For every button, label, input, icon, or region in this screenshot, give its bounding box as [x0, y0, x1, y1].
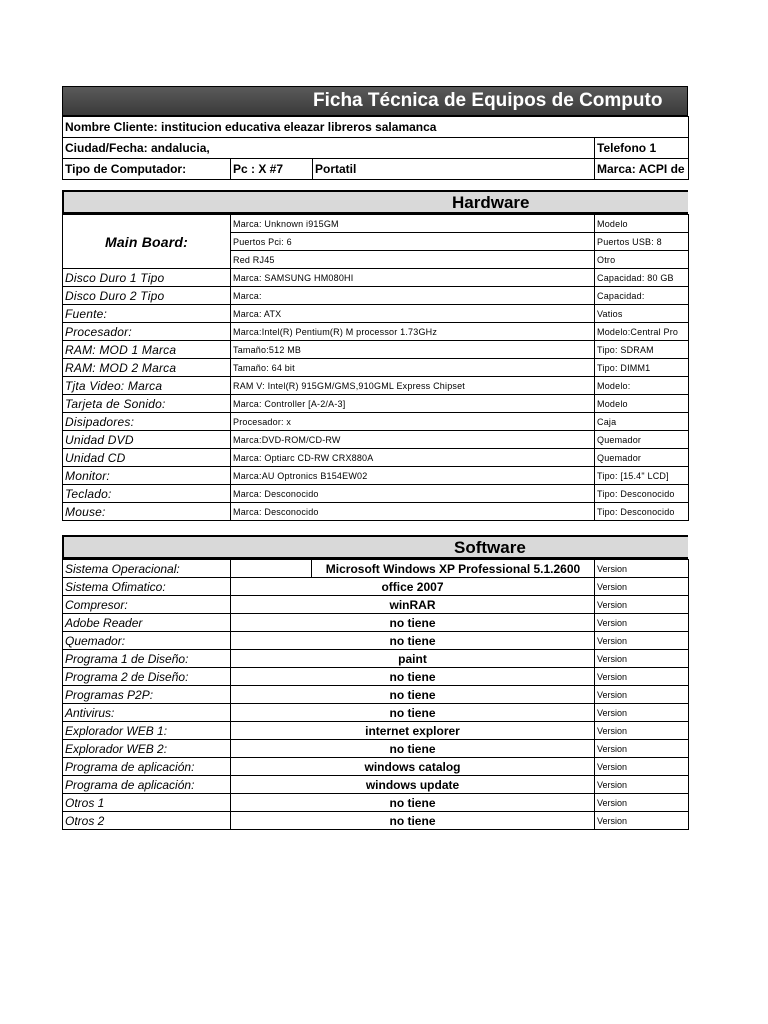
software-value-cell[interactable]: no tiene — [231, 686, 595, 704]
software-label-cell: Antivirus: — [63, 704, 231, 722]
hardware-title: Hardware — [452, 193, 530, 212]
hardware-value-cell[interactable]: Marca: — [231, 287, 595, 305]
client-row — [63, 117, 689, 138]
software-version-cell[interactable]: Version — [595, 596, 689, 614]
software-row — [63, 704, 689, 722]
software-version-cell[interactable]: Version — [595, 632, 689, 650]
hardware-row — [63, 323, 689, 341]
hardware-label-cell: Fuente: — [63, 305, 231, 323]
hardware-extra-cell[interactable]: Modelo: — [595, 377, 689, 395]
hardware-row — [63, 287, 689, 305]
hardware-label-cell: Unidad DVD — [63, 431, 231, 449]
hardware-value-cell[interactable]: RAM V: Intel(R) 915GM/GMS,910GML Express Chipset — [231, 377, 595, 395]
software-row — [63, 722, 689, 740]
software-label-cell: Programa 1 de Diseño: — [63, 650, 231, 668]
software-version-cell[interactable]: Version — [595, 794, 689, 812]
software-row — [63, 632, 689, 650]
software-row — [63, 758, 689, 776]
hardware-extra-cell[interactable]: Modelo:Central Pro — [595, 323, 689, 341]
hardware-row — [63, 467, 689, 485]
hardware-value-cell[interactable]: Tamaño: 64 bit — [231, 359, 595, 377]
software-row — [63, 614, 689, 632]
hardware-label-cell: Monitor: — [63, 467, 231, 485]
software-value-cell[interactable]: no tiene — [231, 668, 595, 686]
software-row — [63, 578, 689, 596]
hardware-row — [63, 377, 689, 395]
hardware-label-cell: Teclado: — [63, 485, 231, 503]
hardware-value-cell[interactable]: Marca: SAMSUNG HM080HI — [231, 269, 595, 287]
hardware-label-cell: Disipadores: — [63, 413, 231, 431]
hardware-extra-cell[interactable]: Modelo — [595, 395, 689, 413]
software-value-cell[interactable]: no tiene — [231, 632, 595, 650]
software-label-cell: Explorador WEB 2: — [63, 740, 231, 758]
software-title: Software — [454, 538, 526, 557]
hardware-row — [63, 413, 689, 431]
hardware-row — [63, 341, 689, 359]
hardware-label-cell: RAM: MOD 2 Marca — [63, 359, 231, 377]
hardware-section-header — [62, 190, 688, 214]
hardware-label-cell: Procesador: — [63, 323, 231, 341]
software-version-cell[interactable]: Version — [595, 614, 689, 632]
spec-sheet — [62, 86, 688, 830]
city-row — [63, 138, 689, 159]
hardware-label-cell: Disco Duro 1 Tipo — [63, 269, 231, 287]
software-row — [63, 812, 689, 830]
hardware-row — [63, 215, 689, 233]
software-label-cell: Sistema Operacional: — [63, 560, 231, 578]
hardware-extra-cell[interactable]: Quemador — [595, 431, 689, 449]
hardware-label-cell: Unidad CD — [63, 449, 231, 467]
software-row — [63, 794, 689, 812]
laptop-type-cell[interactable]: Portatil — [313, 159, 595, 180]
hardware-extra-cell[interactable]: Tipo: Desconocido — [595, 485, 689, 503]
software-version-cell[interactable]: Version — [595, 758, 689, 776]
hardware-row — [63, 359, 689, 377]
software-value-cell[interactable]: office 2007 — [231, 578, 595, 596]
hardware-value-cell[interactable]: Marca:DVD-ROM/CD-RW — [231, 431, 595, 449]
software-version-cell[interactable]: Version — [595, 722, 689, 740]
hardware-extra-cell[interactable]: Capacidad: — [595, 287, 689, 305]
title-bar — [62, 86, 688, 116]
software-row — [63, 740, 689, 758]
software-row — [63, 668, 689, 686]
hardware-extra-cell[interactable]: Tipo: [15.4" LCD] — [595, 467, 689, 485]
hardware-extra-cell[interactable]: Quemador — [595, 449, 689, 467]
hardware-extra-cell[interactable]: Capacidad: 80 GB — [595, 269, 689, 287]
brand-cell[interactable]: Marca: ACPI de — [595, 159, 689, 180]
hardware-value-cell[interactable]: Marca:Intel(R) Pentium(R) M processor 1.73GHz — [231, 323, 595, 341]
software-version-cell[interactable]: Version — [595, 686, 689, 704]
hardware-value-cell[interactable]: Procesador: x — [231, 413, 595, 431]
hardware-row — [63, 431, 689, 449]
software-label-cell: Otros 1 — [63, 794, 231, 812]
software-value-cell[interactable]: windows update — [231, 776, 595, 794]
software-version-cell[interactable]: Version — [595, 704, 689, 722]
software-value-cell[interactable]: winRAR — [231, 596, 595, 614]
software-version-cell[interactable]: Version — [595, 578, 689, 596]
software-blank-cell[interactable] — [231, 560, 312, 578]
software-version-cell[interactable]: Version — [595, 560, 689, 578]
hardware-row — [63, 449, 689, 467]
hardware-row — [63, 305, 689, 323]
hardware-label-cell: Tarjeta de Sonido: — [63, 395, 231, 413]
computer-type-label: Tipo de Computador: — [63, 159, 231, 180]
software-version-cell[interactable]: Version — [595, 668, 689, 686]
hardware-value-cell[interactable]: Marca:AU Optronics B154EW02 — [231, 467, 595, 485]
software-row — [63, 776, 689, 794]
software-value-cell[interactable]: no tiene — [231, 614, 595, 632]
city-date-cell[interactable]: Ciudad/Fecha: andalucia, — [63, 138, 595, 159]
software-label-cell: Compresor: — [63, 596, 231, 614]
software-label-cell: Sistema Ofimatico: — [63, 578, 231, 596]
hardware-extra-cell[interactable]: Puertos USB: 8 — [595, 233, 689, 251]
hardware-row — [63, 269, 689, 287]
software-label-cell: Programas P2P: — [63, 686, 231, 704]
software-row — [63, 686, 689, 704]
software-version-cell[interactable]: Version — [595, 812, 689, 830]
software-table — [62, 559, 689, 830]
hardware-label-cell: RAM: MOD 1 Marca — [63, 341, 231, 359]
software-section-header — [62, 535, 688, 559]
client-header-table — [62, 116, 689, 180]
software-version-cell[interactable]: Version — [595, 740, 689, 758]
software-value-cell[interactable]: no tiene — [231, 812, 595, 830]
phone-cell[interactable]: Telefono 1 — [595, 138, 689, 159]
hardware-extra-cell[interactable]: Tipo: DIMM1 — [595, 359, 689, 377]
software-version-cell[interactable]: Version — [595, 650, 689, 668]
hardware-extra-cell[interactable]: Tipo: SDRAM — [595, 341, 689, 359]
hardware-extra-cell[interactable]: Otro — [595, 251, 689, 269]
hardware-value-cell[interactable]: Puertos Pci: 6 — [231, 233, 595, 251]
software-label-cell: Explorador WEB 1: — [63, 722, 231, 740]
hardware-label-cell: Disco Duro 2 Tipo — [63, 287, 231, 305]
computer-type-row — [63, 159, 689, 180]
hardware-row — [63, 395, 689, 413]
hardware-row — [63, 485, 689, 503]
software-row — [63, 596, 689, 614]
software-label-cell: Quemador: — [63, 632, 231, 650]
software-label-cell: Programa de aplicación: — [63, 758, 231, 776]
hardware-value-cell[interactable]: Tamaño:512 MB — [231, 341, 595, 359]
hardware-extra-cell[interactable]: Vatios — [595, 305, 689, 323]
hardware-label-cell: Tjta Video: Marca — [63, 377, 231, 395]
page-title: Ficha Técnica de Equipos de Computo — [313, 90, 663, 111]
hardware-value-cell[interactable]: Marca: ATX — [231, 305, 595, 323]
hardware-row — [63, 503, 689, 521]
pc-number-cell[interactable]: Pc : X #7 — [231, 159, 313, 180]
hardware-value-cell[interactable]: Marca: Controller [A-2/A-3] — [231, 395, 595, 413]
client-name-cell[interactable]: Nombre Cliente: institucion educativa eleazar libreros salamanca — [63, 117, 689, 138]
software-value-cell[interactable]: no tiene — [231, 704, 595, 722]
software-value-cell[interactable]: no tiene — [231, 794, 595, 812]
software-value-cell[interactable]: windows catalog — [231, 758, 595, 776]
software-value-cell[interactable]: no tiene — [231, 740, 595, 758]
hardware-value-cell[interactable]: Marca: Desconocido — [231, 503, 595, 521]
main-board-label: Main Board: — [63, 215, 231, 269]
software-version-cell[interactable]: Version — [595, 776, 689, 794]
hardware-extra-cell[interactable]: Tipo: Desconocido — [595, 503, 689, 521]
hardware-label-cell: Mouse: — [63, 503, 231, 521]
hardware-value-cell[interactable]: Marca: Unknown i915GM — [231, 215, 595, 233]
hardware-value-cell[interactable]: Marca: Desconocido — [231, 485, 595, 503]
software-row — [63, 650, 689, 668]
software-value-cell[interactable]: internet explorer — [231, 722, 595, 740]
hardware-value-cell[interactable]: Red RJ45 — [231, 251, 595, 269]
hardware-extra-cell[interactable]: Caja — [595, 413, 689, 431]
software-label-cell: Otros 2 — [63, 812, 231, 830]
hardware-value-cell[interactable]: Marca: Optiarc CD-RW CRX880A — [231, 449, 595, 467]
software-label-cell: Adobe Reader — [63, 614, 231, 632]
software-value-cell[interactable]: Microsoft Windows XP Professional 5.1.2600 — [312, 560, 595, 578]
hardware-extra-cell[interactable]: Modelo — [595, 215, 689, 233]
software-label-cell: Programa 2 de Diseño: — [63, 668, 231, 686]
software-label-cell: Programa de aplicación: — [63, 776, 231, 794]
software-value-cell[interactable]: paint — [231, 650, 595, 668]
hardware-table — [62, 214, 689, 521]
software-row — [63, 560, 689, 578]
